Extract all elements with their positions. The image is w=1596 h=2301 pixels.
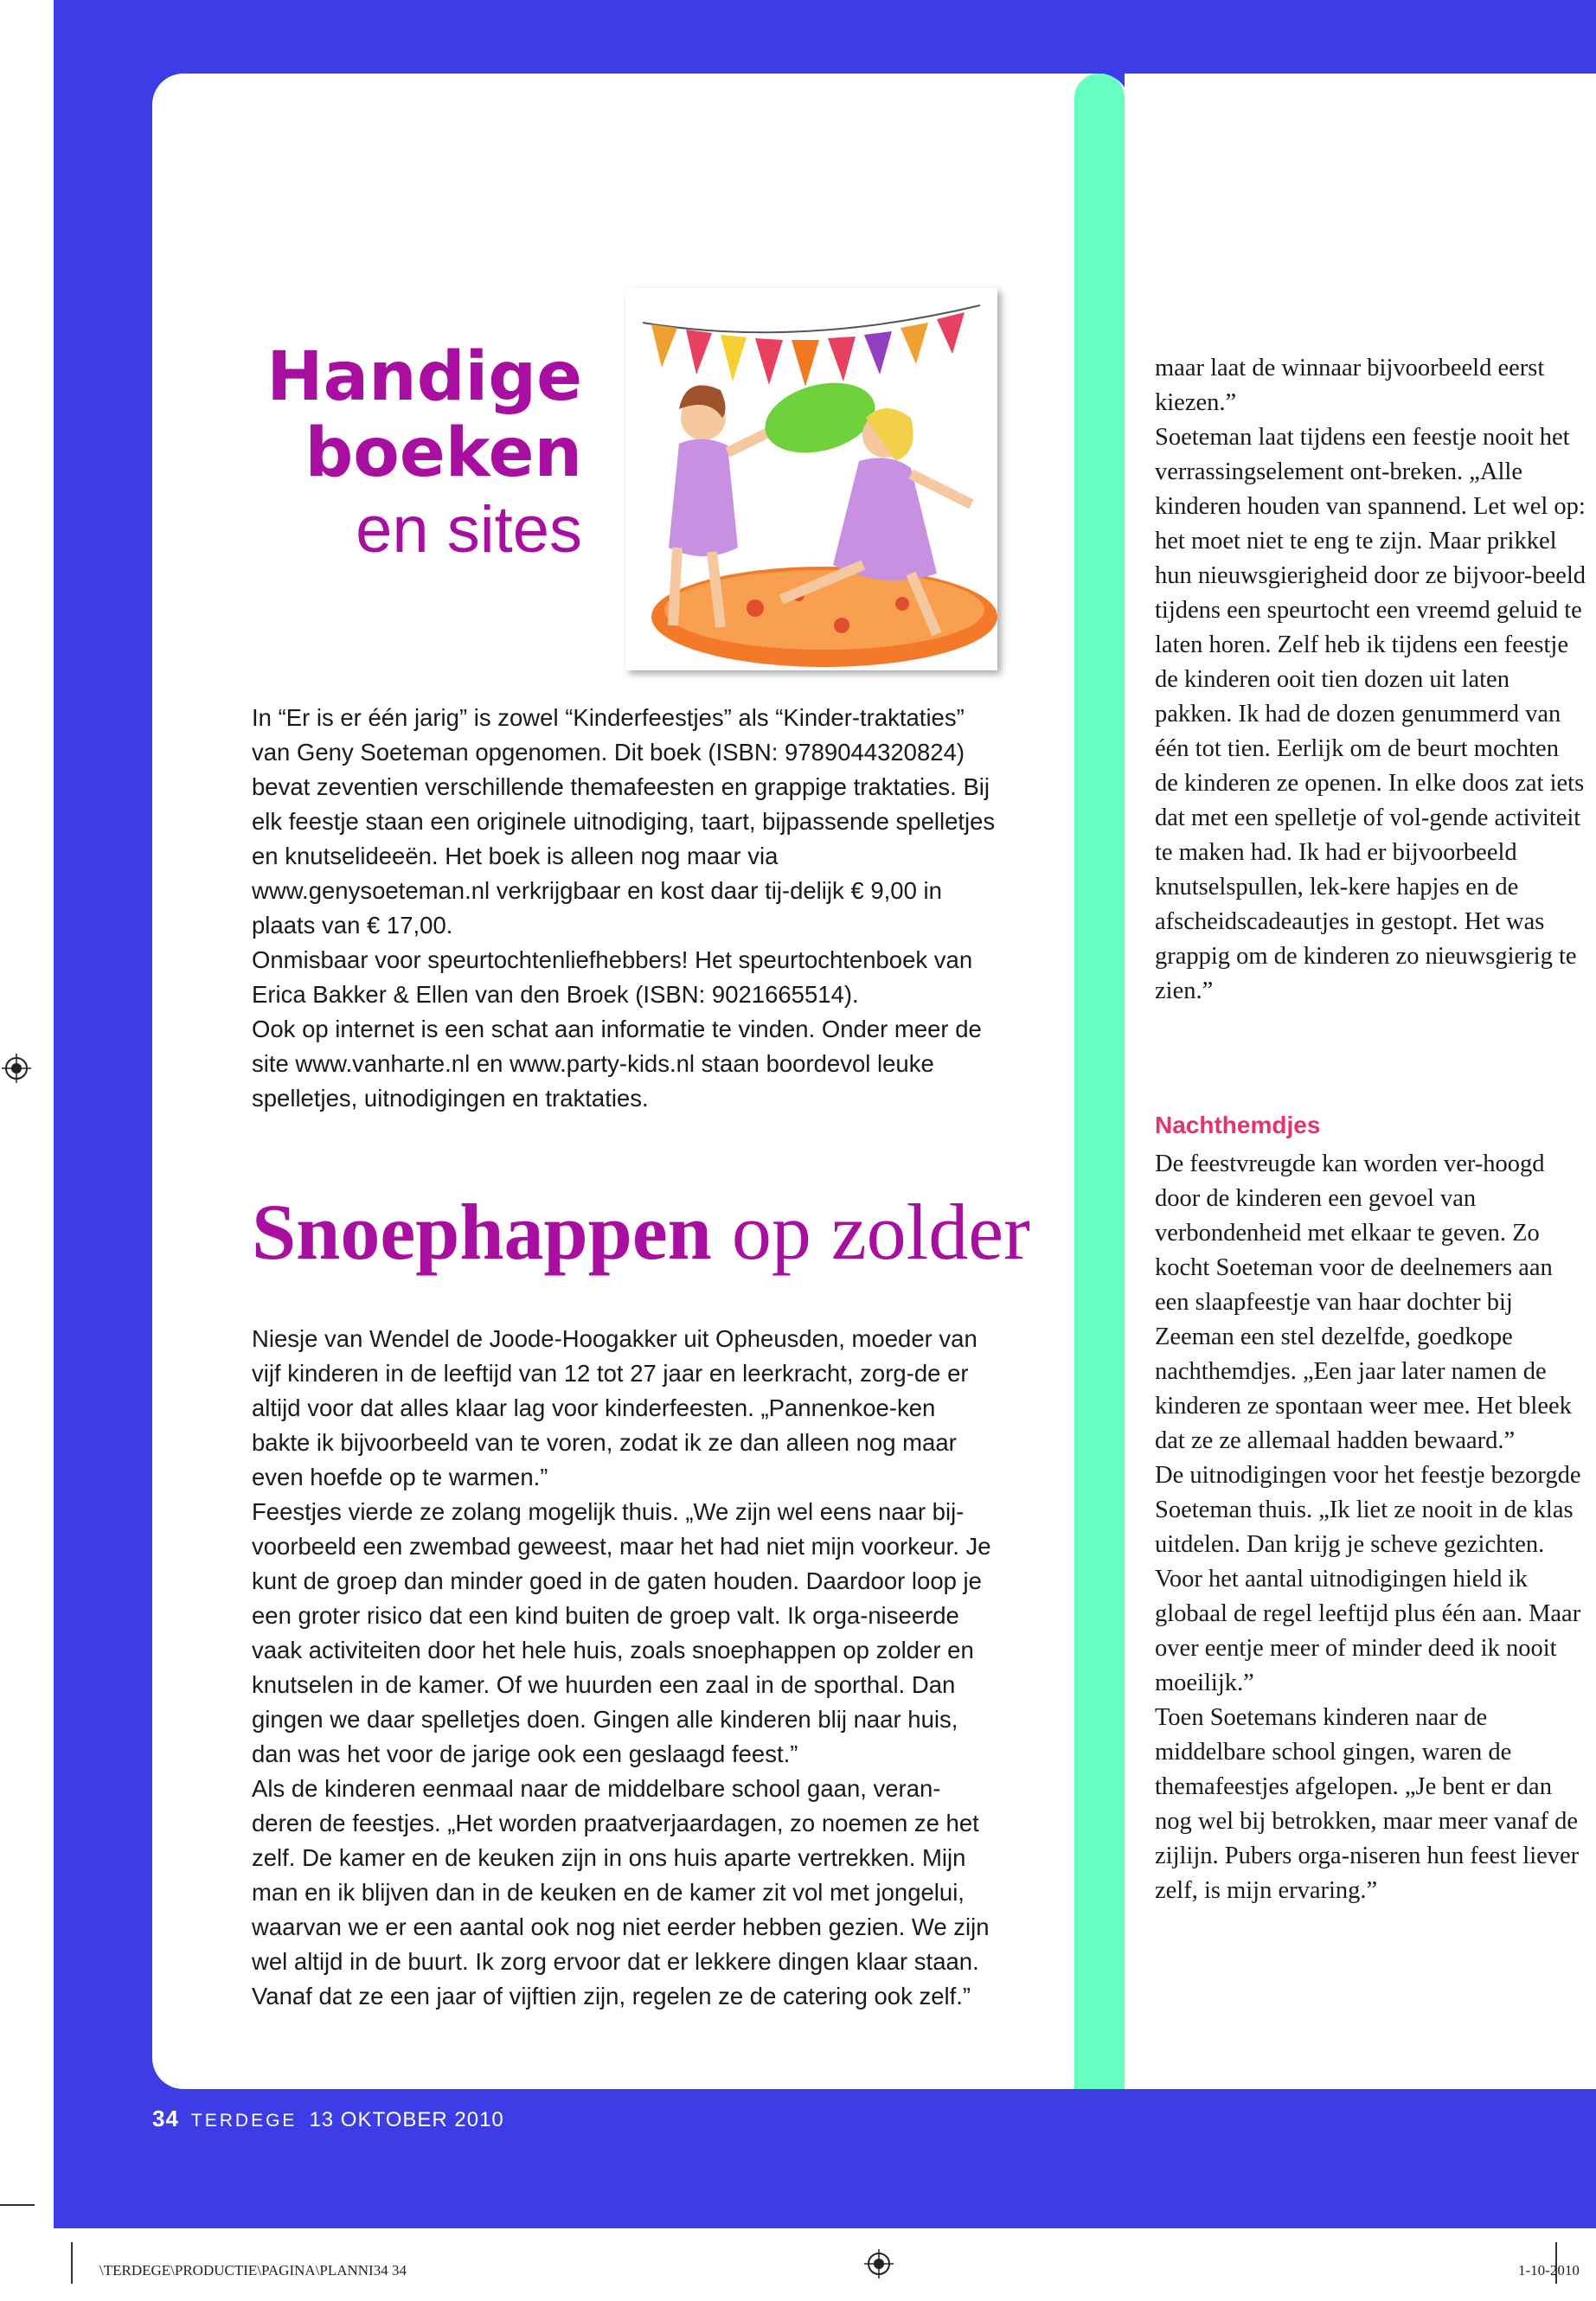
column-paragraph: De feestvreugde kan worden ver-hoogd door de kinderen een gevoel van verbondenheid met elkaar te geven. Zo kocht Soeteman voor de deelnemers aan een slaapfeestje van haar dochter bij Zeeman een stel dezelfde, goedkope nachthemdjes. „Een jaar later namen de kinderen ze spontaan weer mee. Het bleek dat ze ze allemaal hadden bewaard.” bbox=[1155, 1150, 1572, 1454]
intro-text bbox=[252, 701, 996, 1116]
registration-mark-icon bbox=[864, 2249, 894, 2279]
article-title-bold: Snoephappen bbox=[252, 1188, 712, 1276]
heading-line-3: en sites bbox=[356, 493, 582, 567]
print-file-path: \TERDEGE\PRODUCTIE\PAGINA\PLANNI34 34 bbox=[99, 2262, 407, 2279]
page-number: 34 bbox=[152, 2106, 179, 2131]
article-paragraph: Niesje van Wendel de Joode-Hoogakker uit Opheusden, moeder van vijf kinderen in de leeftijd van 12 tot 27 jaar en leerkracht, zorg-de er altijd voor dat alles klaar lag voor kinderfeesten. „Pannenkoe-ken bakte ik bijvoorbeeld van te voren, zodat ik ze dan alleen nog maar even hoefde op te warmen.” bbox=[252, 1325, 977, 1490]
intro-paragraph: Ook op internet is een schat aan informatie te vinden. Onder meer de site www.vanharte.nl en www.party-kids.nl staan boordevol leuke spelletjes, uitnodigingen en traktaties. bbox=[252, 1016, 982, 1112]
heading-line-2: boeken bbox=[304, 414, 582, 492]
article-title-light: op zolder bbox=[731, 1188, 1030, 1276]
article-body bbox=[252, 1322, 996, 2014]
column-paragraph: Toen Soetemans kinderen naar de middelbare school gingen, waren de themafeestjes afgelopen. „Je bent er dan nog wel bij betrokken, maar meer vanaf de zijlijn. Pubers orga-niseren hun feest liever zelf, is mijn ervaring.” bbox=[1155, 1704, 1580, 1904]
intro-paragraph: In “Er is er één jarig” is zowel “Kinderfeestjes” als “Kinder-traktaties” van Geny Soeteman opgenomen. Dit boek (ISBN: 9789044320824) bevat zeventien verschillende themafeesten en grappige traktaties. Bij elk feestje staan een originele uitnodiging, taart, bijpassende spelletjes en knutselideeën. Het boek is alleen nog maar via www.genysoeteman.nl verkrijgbaar en kost daar tij-delijk € 9,00 in plaats van € 17,00. bbox=[252, 704, 996, 939]
subheading: Nachthemdjes bbox=[1155, 1112, 1321, 1138]
illustration-svg bbox=[625, 288, 997, 670]
registration-mark-icon bbox=[2, 1054, 31, 1083]
page-footer bbox=[152, 2106, 504, 2132]
crop-mark bbox=[71, 2242, 73, 2284]
print-date: 1-10-2010 bbox=[1518, 2262, 1580, 2279]
column-paragraph: Soeteman laat tijdens een feestje nooit het verrassingselement ont-breken. „Alle kinderen houden van spannend. Let wel op: het moet niet te eng te zijn. Maar prikkel hun nieuwsgierigheid door ze bijvoor-beeld tijdens een speurtocht een vreemd geluid te laten horen. Zelf heb ik tijdens een feestje de kinderen ooit tien dozen uit laten pakken. Ik had de dozen genummerd van één tot tien. Eerlijk om de beurt mochten de kinderen ze openen. In elke doos zat iets dat met een spelletje of vol-gende activiteit te maken had. Ik had er bijvoorbeeld knutselspullen, lek-kere hapjes en de afscheidscadeautjes in gestopt. Het was grappig om de kinderen zo nieuwsgierig te zien.” bbox=[1155, 424, 1586, 1004]
intro-paragraph: Onmisbaar voor speurtochtenliefhebbers! Het speurtochtenboek van Erica Bakker & Ellen van den Broek (ISBN: 9021665514). bbox=[252, 946, 973, 1008]
crop-mark bbox=[0, 2204, 35, 2206]
pillow-fight-illustration bbox=[625, 288, 997, 670]
column-paragraph: maar laat de winnaar bijvoorbeeld eerst kiezen.” bbox=[1155, 355, 1545, 416]
sidebar-heading bbox=[208, 339, 582, 569]
heading-line-1: Handige bbox=[266, 338, 582, 416]
article-title bbox=[252, 1187, 1030, 1277]
column-paragraph: De uitnodigingen voor het feestje bezorgde Soeteman thuis. „Ik liet ze nooit in de klas uitdelen. Dan krijg je scheve gezichten. Voor het aantal uitnodigingen hield ik globaal de regel leeftijd plus één aan. Maar over eentje meer of minder deed ik nooit moeilijk.” bbox=[1155, 1462, 1581, 1696]
right-column-bottom bbox=[1155, 1147, 1587, 1908]
magazine-name: TERDEGE bbox=[190, 2111, 298, 2131]
mint-divider-strip bbox=[1074, 74, 1125, 2089]
issue-date: 13 OKTOBER 2010 bbox=[309, 2108, 504, 2131]
right-column-top bbox=[1155, 351, 1587, 1009]
article-paragraph: Feestjes vierde ze zolang mogelijk thuis. „We zijn wel eens naar bij-voorbeeld een zwembad geweest, maar het had niet mijn voorkeur. Je kunt de groep dan minder goed in de gaten houden. Daardoor loop je een groter risico dat een kind buiten de groep valt. Ik orga-niseerde vaak activiteiten door het hele huis, zoals snoephappen op zolder en knutselen in de kamer. Of we huurden een zaal in de sporthal. Dan gingen we daar spelletjes doen. Gingen alle kinderen blij naar huis, dan was het voor de jarige ook een geslaagd feest.” bbox=[252, 1498, 991, 1767]
article-paragraph: Als de kinderen eenmaal naar de middelbare school gaan, veran-deren de feestjes. „Het worden praatverjaardagen, zo noemen ze het zelf. De kamer en de keuken zijn in ons huis aparte vertrekken. Mijn man en ik blijven dan in de keuken en de kamer zit vol met jongelui, waarvan we er een aantal ook nog niet eerder hebben gezien. We zijn wel altijd in de buurt. Ik zorg ervoor dat er lekkere dingen klaar staan. Vanaf dat ze een jaar of vijftien zijn, regelen ze de catering ook zelf.” bbox=[252, 1775, 990, 2009]
